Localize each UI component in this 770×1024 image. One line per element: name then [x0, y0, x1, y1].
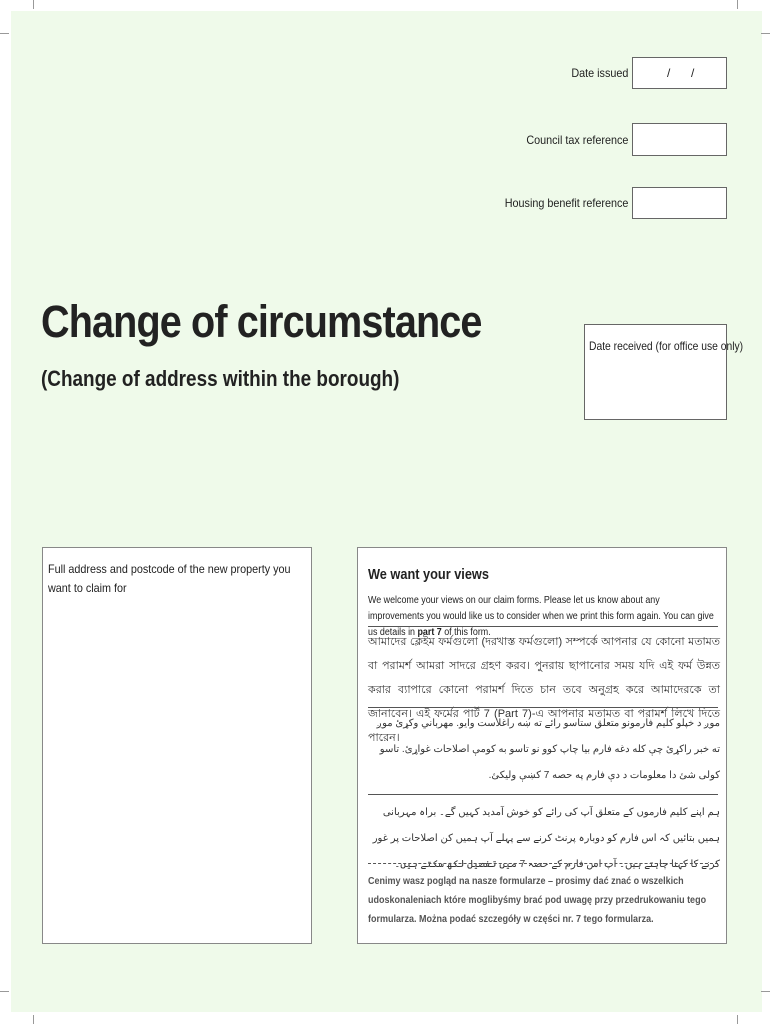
feedback-divider-4 — [368, 863, 718, 864]
feedback-title: We want your views — [368, 566, 489, 583]
feedback-divider-1 — [368, 626, 718, 627]
feedback-divider-3 — [368, 794, 718, 795]
date-received-office-box[interactable] — [584, 324, 744, 420]
feedback-divider-2 — [368, 707, 718, 708]
housing-benefit-reference-field[interactable] — [632, 187, 727, 219]
crop-mark-top-right-v — [737, 0, 738, 9]
date-received-label: Date received (for office use only) — [589, 339, 744, 353]
new-address-label: Full address and postcode of the new property you want to claim for — [48, 562, 291, 595]
date-issued-label: Date issued — [570, 66, 628, 80]
crop-mark-top-left-v — [33, 0, 34, 9]
feedback-english-text: We welcome your views on our claim forms. Please let us know about any improvements you would like us to consider when we print this form again. You can give us details in part 7 of this form. — [368, 595, 714, 638]
feedback-polish-text: Cenimy wasz pogląd na nasze formularze – prosimy dać znać o wszelkich udoskonaleniach które moglibyśmy brać pod uwagę przy przedrukowaniu tego formularza. Można podać szczegóły w części nr. 7 tego formularza. — [368, 876, 707, 925]
council-tax-reference-label: Council tax reference — [525, 133, 628, 147]
feedback-panel — [357, 547, 727, 944]
date-slash-1: / — [667, 66, 671, 80]
date-issued-field[interactable] — [632, 57, 727, 89]
page-subtitle: (Change of address within the borough) — [41, 366, 400, 391]
council-tax-reference-field[interactable] — [632, 123, 727, 156]
crop-mark-bottom-right-h — [761, 991, 770, 992]
new-address-field[interactable] — [42, 547, 312, 944]
housing-benefit-reference-label: Housing benefit reference — [504, 196, 628, 210]
feedback-bengali-text: আমাদের ক্লেইম ফর্মগুলো (দরখাস্ত ফর্মগুলো) সম্পর্কে আপনার যে কোনো মতামত বা পরামর্শ আমরা সাদরে গ্রহণ করব। পুনরায় ছাপানোর সময় যদি এই ফর্ম উন্নত করার ব্যাপারে কোনো পরামর্শ দিতে চান তবে অনুগ্রহ করে আমাদেরকে তা জানাবেন। এই ফর্মের পার্ট 7 (Part 7)-এ আপনার মতামত বা পরামর্শ লিখে দিতে পারেন। — [368, 636, 720, 744]
crop-mark-bottom-left-v — [33, 1015, 34, 1024]
crop-mark-bottom-left-h — [0, 991, 9, 992]
feedback-urdu-text: ہم اپنے کلیم فارموں کے متعلق آپ کی رائے کو خوش آمدید کہیں گے۔ براہ مہربانی ہمیں بتائیں کہ اس فارم کو دوبارہ پرنٹ کرنے سے پہلے آپ ہمیں کن اصلاحات پر غور کرنے کا کہنا چاہتے ہیں۔ آپ اس فارم کے حصہ 7 میں تفصیل لکھ سکتے ہیں۔ — [372, 807, 720, 870]
feedback-pashto-text: موږ د خپلو کلیم فارمونو متعلق ستاسو رائے ته ښه راغلاست وایو. مهرباني وکړئ موږ ته خبر راکړئ چې کله دغه فارم بیا چاپ کوو نو تاسو به کومې اصلاحات غواړئ. تاسو کولی شئ دا معلومات د دې فارم په حصه 7 کښې وليکئ. — [376, 718, 720, 781]
page-title: Change of circumstance — [41, 296, 482, 347]
crop-mark-top-left-h — [0, 33, 9, 34]
crop-mark-top-right-h — [761, 33, 770, 34]
crop-mark-bottom-right-v — [737, 1015, 738, 1024]
date-slash-2: / — [691, 66, 695, 80]
